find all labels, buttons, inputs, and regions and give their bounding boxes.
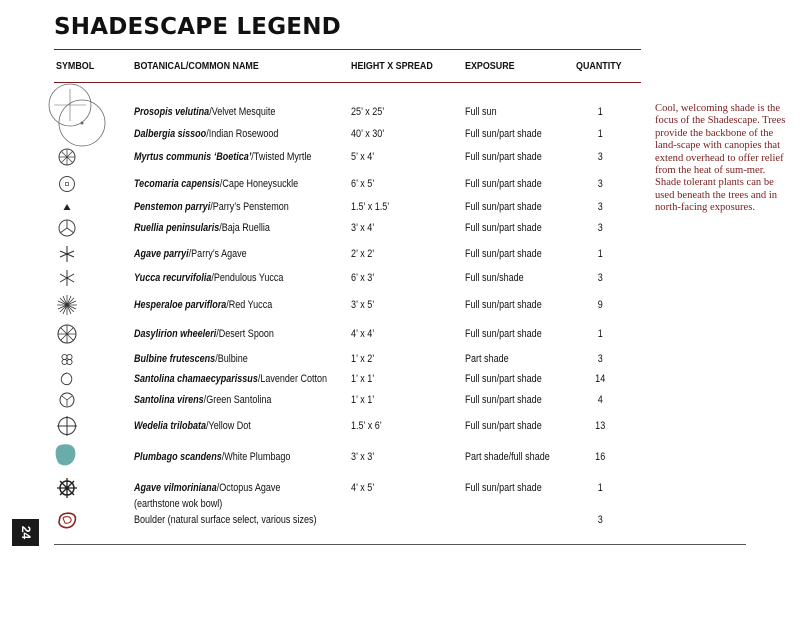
quantity: 1 bbox=[597, 328, 603, 340]
botanical-name: Wedelia trilobata bbox=[134, 420, 207, 432]
quantity: 3 bbox=[597, 222, 603, 234]
page-number: 24 bbox=[19, 525, 33, 540]
common-name: /Parry’s Penstemon bbox=[210, 201, 289, 213]
page-number-tab bbox=[12, 519, 39, 546]
height-spread: 1.5’ x 6’ bbox=[351, 420, 382, 432]
quantity: 3 bbox=[597, 151, 603, 163]
common-name: /Octopus Agave bbox=[216, 482, 281, 494]
common-name: /Red Yucca bbox=[226, 299, 273, 311]
exposure: Full sun/part shade bbox=[465, 299, 542, 311]
quantity: 1 bbox=[597, 482, 603, 494]
common-name: /Baja Ruellia bbox=[219, 222, 270, 234]
exposure: Full sun/part shade bbox=[465, 420, 542, 432]
green-santolina-icon bbox=[56, 389, 78, 411]
header-symbol: SYMBOL bbox=[56, 60, 95, 72]
quantity: 3 bbox=[597, 201, 603, 213]
name-note: (earthstone wok bowl) bbox=[134, 498, 223, 510]
page-title: SHADESCAPE LEGEND bbox=[54, 14, 341, 40]
height-spread: 6’ x 3’ bbox=[351, 272, 375, 284]
exposure: Part shade/full shade bbox=[465, 451, 550, 463]
quantity: 3 bbox=[597, 178, 603, 190]
desert-spoon-wheel-icon bbox=[56, 323, 78, 345]
quantity: 1 bbox=[597, 248, 603, 260]
quantity: 3 bbox=[597, 353, 603, 365]
botanical-name: Santolina virens bbox=[134, 394, 204, 406]
common-name: /Green Santolina bbox=[203, 394, 272, 406]
height-spread: 4’ x 5’ bbox=[351, 482, 375, 494]
exposure: Full sun/part shade bbox=[465, 248, 542, 260]
title-rule bbox=[54, 49, 641, 50]
botanical-name: Yucca recurvifolia bbox=[134, 272, 212, 284]
botanical-name: Myrtus communis ‘Boetica’ bbox=[134, 151, 252, 163]
botanical-name: Hesperaloe parviflora bbox=[134, 299, 227, 311]
plant-name bbox=[134, 128, 278, 141]
exposure: Full sun/part shade bbox=[465, 373, 542, 385]
quantity: 4 bbox=[597, 394, 603, 406]
height-spread: 2’ x 2’ bbox=[351, 248, 375, 260]
common-name: /Indian Rosewood bbox=[206, 128, 279, 140]
exposure: Part shade bbox=[465, 353, 509, 365]
header-size: HEIGHT X SPREAD bbox=[351, 60, 433, 72]
plant-name bbox=[134, 248, 247, 261]
exposure: Full sun/shade bbox=[465, 272, 524, 284]
common-name: /Twisted Myrtle bbox=[251, 151, 312, 163]
lavender-cotton-icon bbox=[56, 368, 78, 390]
plant-name bbox=[134, 394, 271, 407]
header-exposure: EXPOSURE bbox=[465, 60, 515, 72]
exposure: Full sun/part shade bbox=[465, 201, 542, 213]
rosewood-canopy-icon bbox=[56, 123, 78, 145]
exposure: Full sun/part shade bbox=[465, 394, 542, 406]
botanical-name: Penstemon parryi bbox=[134, 201, 211, 213]
height-spread: 3’ x 3’ bbox=[351, 451, 375, 463]
bulbine-cluster-icon bbox=[56, 348, 78, 370]
octopus-agave-icon bbox=[56, 477, 78, 499]
quantity: 1 bbox=[597, 128, 603, 140]
botanical-name: Agave vilmoriniana bbox=[134, 482, 217, 494]
shadescape-note: Cool, welcoming shade is the focus of the Shadescape. Trees provide the backbone of the land-scape with canopies that extend overhead to offer relief from the heat of sum-mer. Shade tolerant plants can be used beneath the trees and in north-facing exposures. bbox=[655, 103, 786, 214]
agave-star-icon bbox=[56, 243, 78, 265]
header-rule bbox=[54, 82, 641, 83]
plant-name bbox=[134, 299, 272, 312]
plant-name bbox=[134, 272, 283, 285]
plant-name bbox=[134, 482, 280, 511]
exposure: Full sun/part shade bbox=[465, 128, 542, 140]
penstemon-triangle-icon bbox=[56, 196, 78, 218]
plant-name bbox=[134, 420, 251, 433]
height-spread: 5’ x 4’ bbox=[351, 151, 375, 163]
exposure: Full sun/part shade bbox=[465, 222, 542, 234]
common-name: /Yellow Dot bbox=[206, 420, 251, 432]
common-name: /Parry’s Agave bbox=[188, 248, 247, 260]
common-name: Boulder (natural surface select, various sizes) bbox=[134, 514, 317, 526]
exposure: Full sun/part shade bbox=[465, 482, 542, 494]
plant-name bbox=[134, 222, 270, 235]
quantity: 3 bbox=[597, 272, 603, 284]
height-spread: 4’ x 4’ bbox=[351, 328, 375, 340]
plumbago-blob-icon bbox=[56, 446, 78, 468]
ruellia-peace-icon bbox=[56, 217, 78, 239]
botanical-name: Plumbago scandens bbox=[134, 451, 222, 463]
plant-name bbox=[134, 201, 289, 214]
height-spread: 3’ x 4’ bbox=[351, 222, 375, 234]
quantity: 1 bbox=[597, 106, 603, 118]
height-spread: 40’ x 30’ bbox=[351, 128, 385, 140]
height-spread: 1’ x 1’ bbox=[351, 394, 375, 406]
yucca-asterisk-icon bbox=[56, 267, 78, 289]
common-name: /Bulbine bbox=[215, 353, 248, 365]
height-spread: 3’ x 5’ bbox=[351, 299, 375, 311]
height-spread: 25’ x 25’ bbox=[351, 106, 385, 118]
plant-name bbox=[134, 328, 274, 341]
plant-name bbox=[134, 178, 298, 191]
header-name: BOTANICAL/COMMON NAME bbox=[134, 60, 259, 72]
red-yucca-burst-icon bbox=[56, 294, 78, 316]
yellow-dot-crosshair-icon bbox=[56, 415, 78, 437]
quantity: 13 bbox=[595, 420, 606, 432]
plant-name bbox=[134, 151, 311, 164]
exposure: Full sun bbox=[465, 106, 497, 118]
plant-name bbox=[134, 353, 248, 366]
plant-name bbox=[134, 106, 275, 119]
botanical-name: Bulbine frutescens bbox=[134, 353, 216, 365]
botanical-name: Dasylirion wheeleri bbox=[134, 328, 217, 340]
quantity: 3 bbox=[597, 514, 603, 526]
exposure: Full sun/part shade bbox=[465, 178, 542, 190]
common-name: /White Plumbago bbox=[221, 451, 291, 463]
height-spread: 1’ x 1’ bbox=[351, 373, 375, 385]
exposure: Full sun/part shade bbox=[465, 328, 542, 340]
common-name: /Cape Honeysuckle bbox=[219, 178, 299, 190]
height-spread: 1’ x 2’ bbox=[351, 353, 375, 365]
plant-name bbox=[134, 514, 316, 527]
common-name: /Velvet Mesquite bbox=[209, 106, 276, 118]
header-quantity: QUANTITY bbox=[576, 60, 622, 72]
myrtle-wheel-icon bbox=[56, 146, 78, 168]
bottom-rule bbox=[54, 544, 746, 545]
botanical-name: Ruellia peninsularis bbox=[134, 222, 220, 234]
botanical-name: Tecomaria capensis bbox=[134, 178, 220, 190]
plant-name bbox=[134, 373, 327, 386]
botanical-name: Dalbergia sissoo bbox=[134, 128, 207, 140]
height-spread: 6’ x 5’ bbox=[351, 178, 375, 190]
quantity: 16 bbox=[595, 451, 606, 463]
common-name: /Pendulous Yucca bbox=[211, 272, 284, 284]
botanical-name: Prosopis velutina bbox=[134, 106, 210, 118]
height-spread: 1.5’ x 1.5’ bbox=[351, 201, 390, 213]
quantity: 14 bbox=[595, 373, 606, 385]
quantity: 9 bbox=[597, 299, 603, 311]
plant-name bbox=[134, 451, 290, 464]
botanical-name: Santolina chamaecyparissus bbox=[134, 373, 258, 385]
common-name: /Desert Spoon bbox=[216, 328, 274, 340]
boulder-icon bbox=[56, 509, 78, 531]
exposure: Full sun/part shade bbox=[465, 151, 542, 163]
botanical-name: Agave parryi bbox=[134, 248, 189, 260]
honeysuckle-circle-icon bbox=[56, 173, 78, 195]
common-name: /Lavender Cotton bbox=[257, 373, 328, 385]
